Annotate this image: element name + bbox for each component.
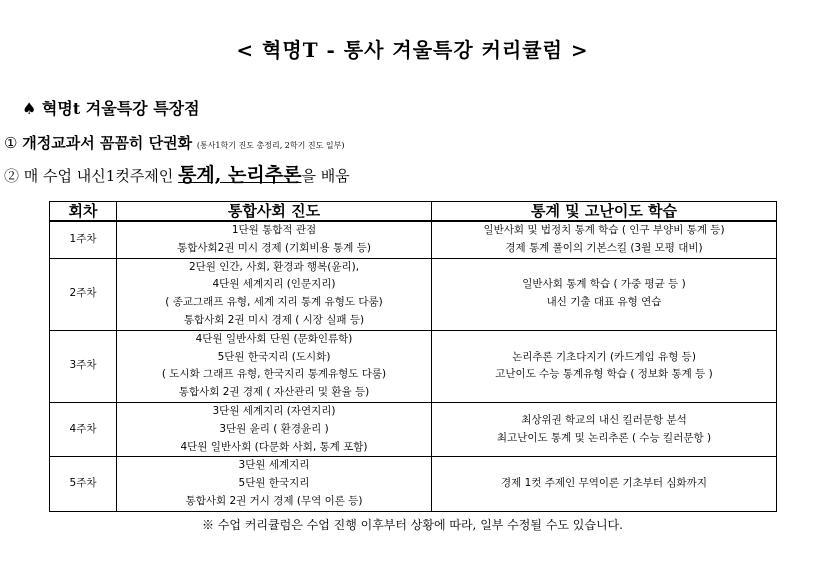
study-line: 경제 1컷 주제인 무역이론 기초부터 심화까지 xyxy=(501,477,707,490)
page-title: < 혁명T - 통사 겨울특강 커리큘럼 > xyxy=(236,38,589,62)
progress-line: 통합사회 2권 거시 경제 (무역 이론 등) xyxy=(185,494,363,507)
progress-cell xyxy=(117,221,432,258)
progress-line: 4단원 세계지리 (인문지리) xyxy=(212,278,336,291)
week-cell: 3주차 xyxy=(50,330,117,402)
progress-line: 3단원 세계지리 (자연지리) xyxy=(212,404,336,417)
section-heading xyxy=(22,96,200,119)
progress-line: ( 도시화 그래프 유형, 한국지리 통계유형도 다룸) xyxy=(161,368,387,381)
table-row xyxy=(50,330,777,402)
study-cell xyxy=(432,221,777,258)
progress-line: 통합사회 2권 미시 경제 ( 시장 실패 등) xyxy=(183,313,365,326)
progress-line: 1단원 통합적 관점 xyxy=(231,224,317,236)
progress-line: 통합사회2권 미시 경제 (기회비용 통계 등) xyxy=(177,241,371,254)
progress-cell xyxy=(117,457,432,511)
curriculum-table xyxy=(49,201,777,512)
progress-line: 5단원 한국지리 xyxy=(238,477,310,490)
table-row xyxy=(50,258,777,330)
table-row xyxy=(50,402,777,456)
study-line: 일반사회 및 법정치 통계 학습 ( 인구 부양비 통계 등) xyxy=(483,224,725,236)
week-cell: 1주차 xyxy=(50,221,117,258)
week-cell: 4주차 xyxy=(50,402,117,456)
footnote: ※ 수업 커리큘럼은 수업 진행 이후부터 상황에 따라, 일부 수정될 수도 있습니다. xyxy=(202,518,623,532)
progress-line: 3단원 세계지리 xyxy=(238,459,310,472)
progress-cell xyxy=(117,330,432,402)
feature-point-2-post: 을 배움 xyxy=(301,167,350,185)
table-row xyxy=(50,457,777,511)
progress-line: 4단원 일반사회 단원 (문화인류학) xyxy=(195,332,353,345)
study-cell xyxy=(432,330,777,402)
study-line: 고난이도 수능 통계유형 학습 ( 정보화 통계 등 ) xyxy=(495,368,713,381)
study-line: 최상위권 학교의 내신 킬러문항 분석 xyxy=(521,413,687,426)
study-line: 경제 통계 풀이의 기본스킬 (3월 모평 대비) xyxy=(505,241,703,254)
study-line: 최고난이도 통계 및 논리추론 ( 수능 킬러문항 ) xyxy=(496,431,712,444)
progress-line: 4단원 일반사회 (다문화 사회, 통계 포함) xyxy=(180,440,368,453)
study-cell xyxy=(432,457,777,511)
spade-icon: ♠ xyxy=(22,99,37,118)
table-row xyxy=(50,221,777,258)
feature-point-2-highlight: 통계, 논리추론 xyxy=(178,164,302,186)
progress-line: 통합사회 2권 경제 ( 자산관리 및 환율 등) xyxy=(178,386,370,399)
header-progress: 통합사회 진도 xyxy=(117,202,432,222)
feature-point-1 xyxy=(4,132,344,153)
progress-cell xyxy=(117,258,432,330)
circled-two-icon: ② xyxy=(4,167,20,185)
progress-line: 3단원 윤리 ( 환경윤리 ) xyxy=(219,422,329,435)
circled-one-icon: ① xyxy=(4,134,18,152)
section-heading-text: 혁명t 겨울특강 특장점 xyxy=(41,99,200,118)
progress-cell xyxy=(117,402,432,456)
header-study: 통계 및 고난이도 학습 xyxy=(432,202,777,222)
progress-line: ( 종교그래프 유형, 세계 지리 통계 유형도 다룸) xyxy=(165,296,383,309)
feature-point-2-pre: 매 수업 내신1컷주제인 xyxy=(23,167,174,185)
feature-point-1-note: (통사1학기 진도 총정리, 2학기 진도 일부) xyxy=(196,141,345,150)
progress-line: 2단원 인간, 사회, 환경과 행복(윤리), xyxy=(188,260,360,273)
study-cell xyxy=(432,258,777,330)
study-line: 내신 기출 대표 유형 연습 xyxy=(546,296,662,309)
progress-line: 5단원 한국지리 (도시화) xyxy=(217,350,331,363)
table-header-row xyxy=(50,202,777,222)
feature-point-1-text: 개정교과서 꼼꼼히 단권화 xyxy=(22,134,193,152)
study-line: 논리추론 기초다지기 (카드게임 유형 등) xyxy=(512,350,696,363)
week-cell: 2주차 xyxy=(50,258,117,330)
header-week: 회차 xyxy=(50,202,117,222)
feature-point-2 xyxy=(4,160,350,187)
study-line: 일반사회 통계 학습 ( 가중 평균 등 ) xyxy=(522,278,686,291)
week-cell: 5주차 xyxy=(50,457,117,511)
study-cell xyxy=(432,402,777,456)
